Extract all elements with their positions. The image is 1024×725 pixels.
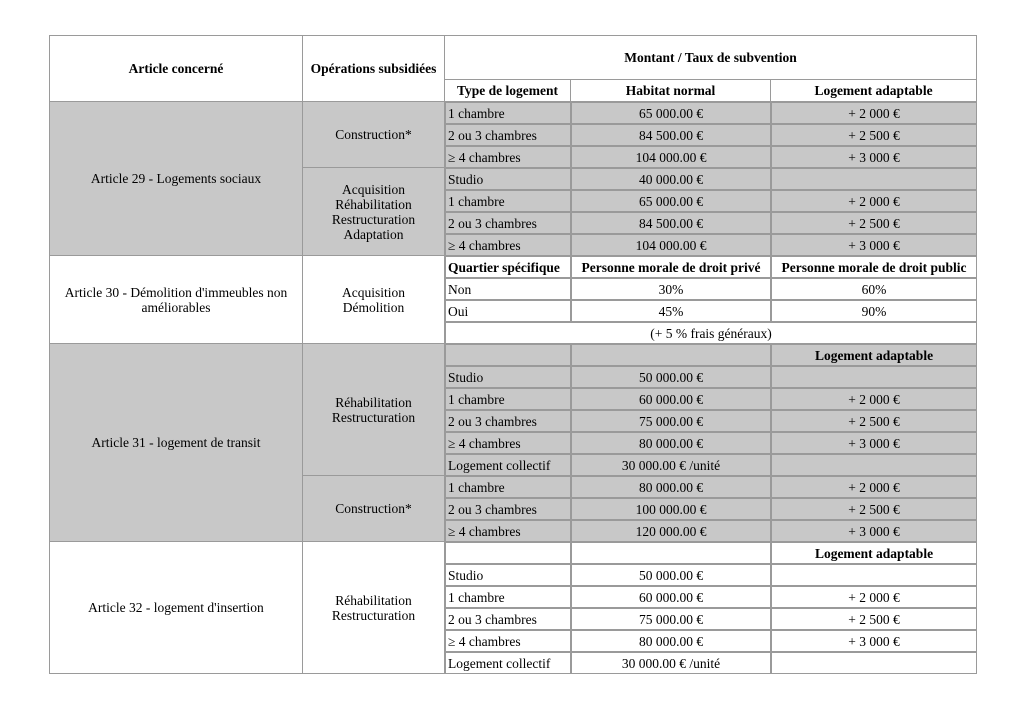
ops-line: Restructuration	[331, 607, 416, 623]
cell-type: 2 ou 3 chambres	[445, 124, 571, 146]
cell-adaptable: + 3 000 €	[771, 432, 977, 454]
art29-acquisition-ops	[303, 168, 445, 256]
cell-normal: 65 000.00 €	[571, 102, 771, 124]
ops-line: Démolition	[342, 299, 405, 315]
cell-private: 30%	[571, 278, 771, 300]
cell-type: Studio	[445, 564, 571, 586]
cell-normal: 60 000.00 €	[571, 586, 771, 608]
art31-rehab-ops	[303, 344, 445, 476]
cell-type: 2 ou 3 chambres	[445, 212, 571, 234]
cell-type: Logement collectif	[445, 652, 571, 674]
cell-normal: 60 000.00 €	[571, 388, 771, 410]
cell-type: Logement collectif	[445, 454, 571, 476]
cell-type: ≥ 4 chambres	[445, 432, 571, 454]
cell-type: 1 chambre	[445, 388, 571, 410]
ops-line: Restructuration	[331, 409, 416, 425]
cell-adaptable: + 2 500 €	[771, 410, 977, 432]
cell-adaptable: + 3 000 €	[771, 630, 977, 652]
cell-normal: 80 000.00 €	[571, 432, 771, 454]
cell-type: ≥ 4 chambres	[445, 234, 571, 256]
cell-normal: 75 000.00 €	[571, 410, 771, 432]
art31-adaptable-head: Logement adaptable	[771, 344, 977, 366]
cell-normal: 40 000.00 €	[571, 168, 771, 190]
cell-type: 1 chambre	[445, 190, 571, 212]
cell-normal: 30 000.00 € /unité	[571, 454, 771, 476]
cell-adaptable: + 2 000 €	[771, 388, 977, 410]
cell-adaptable: + 2 000 €	[771, 102, 977, 124]
ops-line: Acquisition	[342, 284, 405, 300]
cell-type: ≥ 4 chambres	[445, 630, 571, 652]
art30-head-type: Quartier spécifique	[445, 256, 571, 278]
cell-adaptable	[771, 564, 977, 586]
cell-type: Studio	[445, 168, 571, 190]
cell-normal: 75 000.00 €	[571, 608, 771, 630]
cell-type: 1 chambre	[445, 586, 571, 608]
cell-normal: 84 500.00 €	[571, 124, 771, 146]
art32-ops	[303, 542, 445, 674]
cell-normal: 30 000.00 € /unité	[571, 652, 771, 674]
art29-construction-ops: Construction*	[303, 102, 445, 168]
ops-line: Réhabilitation	[335, 592, 412, 608]
cell-type: 1 chambre	[445, 476, 571, 498]
table-row	[50, 256, 977, 278]
cell-empty	[571, 542, 771, 564]
cell-type: 1 chambre	[445, 102, 571, 124]
cell-type: 2 ou 3 chambres	[445, 410, 571, 432]
header-operations: Opérations subsidiées	[303, 36, 445, 102]
cell-adaptable: + 2 500 €	[771, 212, 977, 234]
header-normal: Habitat normal	[571, 80, 771, 102]
art30-note: (+ 5 % frais généraux)	[445, 322, 977, 344]
cell-public: 90%	[771, 300, 977, 322]
ops-line: Restructuration	[331, 211, 416, 227]
cell-adaptable: + 3 000 €	[771, 234, 977, 256]
table-row	[50, 542, 977, 564]
cell-normal: 100 000.00 €	[571, 498, 771, 520]
cell-adaptable: + 3 000 €	[771, 520, 977, 542]
cell-normal: 84 500.00 €	[571, 212, 771, 234]
cell-type: ≥ 4 chambres	[445, 520, 571, 542]
cell-normal: 80 000.00 €	[571, 630, 771, 652]
article-31-title: Article 31 - logement de transit	[50, 344, 303, 542]
subsidy-table	[49, 35, 977, 674]
ops-line: Acquisition	[342, 181, 405, 197]
cell-adaptable: + 2 500 €	[771, 608, 977, 630]
cell-normal: 120 000.00 €	[571, 520, 771, 542]
cell-normal: 50 000.00 €	[571, 564, 771, 586]
cell-adaptable: + 2 500 €	[771, 124, 977, 146]
ops-line: Adaptation	[343, 226, 404, 242]
cell-adaptable: + 2 500 €	[771, 498, 977, 520]
art30-head-public: Personne morale de droit public	[771, 256, 977, 278]
article-32-title: Article 32 - logement d'insertion	[50, 542, 303, 674]
cell-normal: 104 000.00 €	[571, 234, 771, 256]
art31-construction-ops: Construction*	[303, 476, 445, 542]
table-row	[50, 102, 977, 124]
cell-type: ≥ 4 chambres	[445, 146, 571, 168]
cell-type: Non	[445, 278, 571, 300]
cell-type: 2 ou 3 chambres	[445, 608, 571, 630]
header-adaptable: Logement adaptable	[771, 80, 977, 102]
cell-type: Oui	[445, 300, 571, 322]
cell-adaptable: + 2 000 €	[771, 190, 977, 212]
article-29-title: Article 29 - Logements sociaux	[50, 102, 303, 256]
cell-type: 2 ou 3 chambres	[445, 498, 571, 520]
ops-line: Réhabilitation	[335, 394, 412, 410]
cell-normal: 80 000.00 €	[571, 476, 771, 498]
cell-normal: 50 000.00 €	[571, 366, 771, 388]
ops-line: Réhabilitation	[335, 196, 412, 212]
cell-public: 60%	[771, 278, 977, 300]
cell-normal: 65 000.00 €	[571, 190, 771, 212]
art32-adaptable-head: Logement adaptable	[771, 542, 977, 564]
cell-private: 45%	[571, 300, 771, 322]
cell-normal: 104 000.00 €	[571, 146, 771, 168]
art30-ops	[303, 256, 445, 344]
art30-head-private: Personne morale de droit privé	[571, 256, 771, 278]
header-type: Type de logement	[445, 80, 571, 102]
cell-adaptable	[771, 454, 977, 476]
header-montant: Montant / Taux de subvention	[445, 36, 977, 80]
article-30-title: Article 30 - Démolition d'immeubles non améliorables	[50, 256, 303, 344]
cell-empty	[571, 344, 771, 366]
cell-empty	[445, 542, 571, 564]
cell-adaptable	[771, 168, 977, 190]
cell-adaptable: + 2 000 €	[771, 476, 977, 498]
cell-empty	[445, 344, 571, 366]
cell-adaptable	[771, 652, 977, 674]
cell-adaptable: + 3 000 €	[771, 146, 977, 168]
cell-adaptable	[771, 366, 977, 388]
cell-type: Studio	[445, 366, 571, 388]
header-article: Article concerné	[50, 36, 303, 102]
header-row-1	[50, 36, 977, 80]
table-row	[50, 344, 977, 366]
cell-adaptable: + 2 000 €	[771, 586, 977, 608]
